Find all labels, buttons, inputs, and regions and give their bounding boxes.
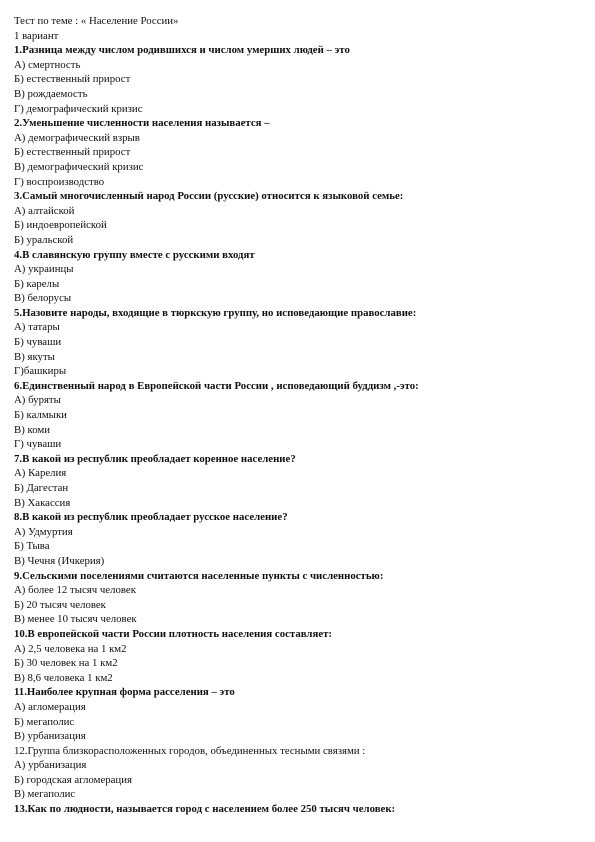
- question-7: 7.В какой из республик преобладает коренное население?: [14, 452, 296, 465]
- question-9: 9.Сельскими поселениями считаются населенные пункты с численностью:: [14, 569, 384, 582]
- answer-option: Г)башкиры: [14, 365, 67, 378]
- answer-option: Б) 30 человек на 1 км2: [14, 657, 118, 670]
- answer-option: В) менее 10 тысяч человек: [14, 613, 137, 626]
- answer-option: В) коми: [14, 423, 50, 436]
- answer-option: Б) Дагестан: [14, 482, 69, 494]
- answer-option: Б) калмыки: [14, 409, 67, 422]
- answer-option: В) Хакассия: [14, 496, 71, 509]
- answer-option: Г) демографический кризис: [14, 102, 143, 115]
- question-2: 2.Уменьшение численности населения называется –: [14, 117, 270, 130]
- answer-option: А) урбанизация: [14, 759, 87, 772]
- question-6: 6.Единственный народ в Европейской части России , исповедающий буддизм ,-это:: [14, 379, 419, 392]
- answer-option: В) рождаемость: [14, 87, 88, 100]
- answer-option: Г) чуваши: [14, 438, 62, 451]
- answer-option: Б) естественный прирост: [14, 146, 131, 159]
- answer-option: А) смертность: [14, 58, 81, 71]
- test-document: [14, 14, 584, 817]
- answer-option: А) татары: [14, 321, 60, 334]
- answer-option: Б) индоевропейской: [14, 219, 107, 232]
- answer-option: Б) естественный прирост: [14, 73, 131, 86]
- question-10: 10.В европейской части России плотность населения составляет:: [14, 627, 333, 640]
- question-4: 4.В славянскую группу вместе с русскими входят: [14, 248, 255, 261]
- answer-option: А) Удмуртия: [14, 525, 73, 538]
- answer-option: А) алтайской: [14, 204, 75, 217]
- answer-option: Г) воспроизводство: [14, 175, 105, 188]
- answer-option: Б) 20 тысяч человек: [14, 598, 106, 611]
- question-11: 11.Наиболее крупная форма расселения – это: [14, 686, 235, 699]
- variant-label: 1 вариант: [14, 29, 59, 42]
- answer-option: В) урбанизация: [14, 730, 86, 743]
- answer-option: В) якуты: [14, 350, 55, 363]
- question-1: 1.Разница между числом родившихся и числом умерших людей – это: [14, 44, 350, 57]
- answer-option: Б) чуваши: [14, 336, 62, 349]
- answer-option: В) демографический кризис: [14, 160, 144, 173]
- question-3: 3.Самый многочисленный народ России (русские) относится к языковой семье:: [14, 190, 404, 203]
- question-5: 5.Назовите народы, входящие в тюркскую группу, но исповедающие православие:: [14, 306, 417, 319]
- question-13: 13.Как по людности, называется город с населением более 250 тысяч человек:: [14, 803, 396, 816]
- answer-option: В) Чечня (Ичкерия): [14, 554, 105, 567]
- answer-option: В) белорусы: [14, 292, 72, 305]
- answer-option: А) более 12 тысяч человек: [14, 584, 136, 597]
- answer-option: Б) мегаполис: [14, 715, 75, 728]
- question-8: 8.В какой из республик преобладает русское население?: [14, 511, 288, 524]
- answer-option: А) демографический взрыв: [14, 131, 140, 144]
- answer-option: В) мегаполис: [14, 788, 76, 801]
- answer-option: А) 2,5 человека на 1 км2: [14, 642, 127, 655]
- answer-option: Б) Тыва: [14, 540, 50, 553]
- answer-option: А) украинцы: [14, 263, 74, 276]
- document-title: Тест по теме : « Население России»: [14, 15, 179, 27]
- question-12: 12.Группа близкорасположенных городов, объединенных тесными связями :: [14, 744, 366, 757]
- answer-option: Б) карелы: [14, 277, 60, 290]
- answer-option: Б) городская агломерация: [14, 773, 132, 786]
- answer-option: Б) уральской: [14, 233, 74, 246]
- answer-option: А) агломерация: [14, 700, 86, 713]
- answer-option: А) Карелия: [14, 467, 67, 480]
- answer-option: А) буряты: [14, 394, 61, 407]
- answer-option: В) 8,6 человека 1 км2: [14, 671, 113, 684]
